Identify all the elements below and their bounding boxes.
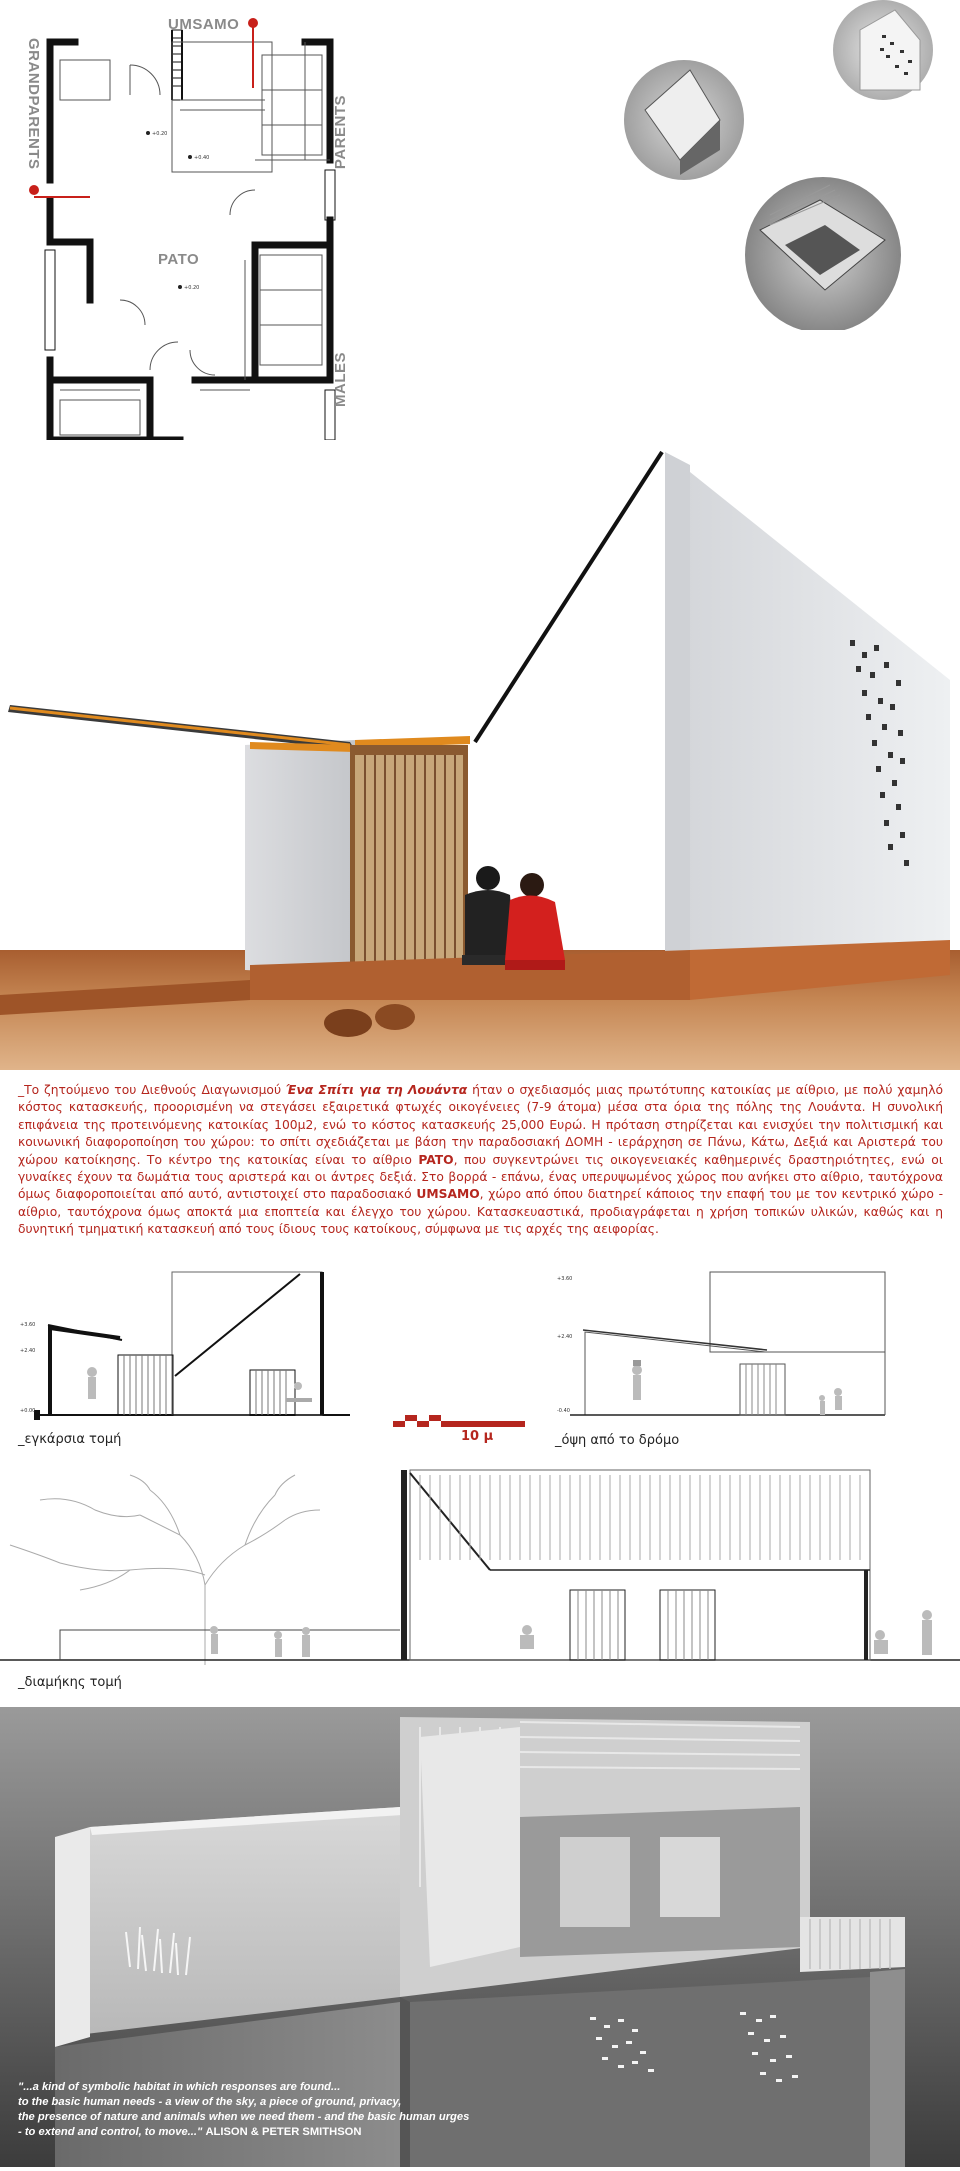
room-label-parents: PARENTS bbox=[332, 95, 349, 170]
low-white-wall bbox=[245, 740, 355, 975]
quote-line-2: to the basic human needs - a view of the sky, a piece of ground, privacy, bbox=[18, 2096, 402, 2108]
street-view-caption: _όψη από το δρόμο bbox=[555, 1433, 680, 1448]
cross-section-level-b: +2.40 bbox=[20, 1348, 36, 1354]
street-view-svg bbox=[555, 1260, 955, 1430]
plan-level-b: +0.40 bbox=[194, 155, 210, 161]
description-part-4: , χώρο από όπου διατηρεί κάποιος την επαφή του με τον κεντρικό χώρο - αίθριο, ταυτόχρονα όμως αποκτά μια εποπτεία και έλεγχο του χώρου. Κατασκευαστικά, προδιαγράφεται η χρήση τοπικών υλικών, καθώς και η δυνητική τμηματική κατασκευή από τους ίδιους τους κατοίκους, σύμφωνα με τις αρχές της αειφορίας. bbox=[18, 1187, 944, 1237]
street-view-drawing bbox=[555, 1260, 955, 1460]
section-people bbox=[210, 1610, 932, 1657]
street-view-level-a: +3.60 bbox=[557, 1276, 573, 1282]
street-view-level-b: +2.40 bbox=[557, 1334, 573, 1340]
cross-section-svg bbox=[0, 1260, 360, 1430]
cross-section-level-a: +3.60 bbox=[20, 1322, 36, 1328]
project-description bbox=[18, 1082, 943, 1239]
quote-author: ALISON & PETER SMITHSON bbox=[205, 2126, 362, 2138]
longitudinal-section-svg bbox=[0, 1465, 960, 1665]
smithson-quote bbox=[18, 2080, 578, 2140]
description-pato: PATO bbox=[418, 1152, 454, 1167]
room-label-pato: PATO bbox=[158, 251, 200, 268]
room-label-umsamo: UMSAMO bbox=[168, 16, 240, 33]
description-umsamo: UMSAMO bbox=[416, 1187, 480, 1202]
plan-level-c: +0.20 bbox=[184, 285, 200, 291]
quote-line-4: - to extend and control, to move..." bbox=[18, 2126, 203, 2138]
scale-bar-label: 10 μ bbox=[461, 1429, 494, 1444]
longitudinal-section-caption: _διαμήκης τομή bbox=[18, 1675, 122, 1690]
model-photo-circles bbox=[620, 0, 960, 330]
cross-section-level-c: +0.00 bbox=[20, 1408, 36, 1414]
description-part-3: , που συγκεντρώνει τις οικογενειακές καθημερινές δραστηριότητες, ενώ οι γυναίκες έχουν τα δωμάτια τους αριστερά και οι άντρες δεξιά. Στο βορρά - επάνω, ένας υπερυψωμένος χώρος που ανήκει στο αίθριο, ταυτόχρονα όμως διαφοροποιείται από αυτό, αντιστοιχεί στο παραδοσιακό bbox=[18, 1152, 943, 1202]
quote-line-1: "...a kind of symbolic habitat in which responses are found... bbox=[18, 2081, 341, 2093]
floor-plan bbox=[0, 0, 400, 500]
room-label-grandparents: GRANDPARENTS bbox=[25, 38, 42, 170]
competition-title: Ένα Σπίτι για τη Λουάντα bbox=[285, 1083, 468, 1097]
rock-2 bbox=[375, 1004, 415, 1030]
cross-section-caption: _εγκάρσια τομή bbox=[18, 1432, 122, 1447]
room-label-males: MALES bbox=[332, 352, 349, 407]
main-rendering bbox=[0, 440, 960, 1070]
scale-bar bbox=[393, 1413, 533, 1463]
tree-sketch bbox=[10, 1475, 320, 1665]
quote-line-3: the presence of nature and animals when we need them - and the basic human urges bbox=[18, 2111, 470, 2123]
model-photos bbox=[620, 0, 960, 330]
street-view-level-c: -0.40 bbox=[557, 1408, 570, 1414]
rock-1 bbox=[324, 1009, 372, 1037]
rendering-scene bbox=[0, 440, 960, 1070]
cross-section-drawing bbox=[0, 1260, 360, 1460]
model-photograph bbox=[0, 1707, 960, 2167]
plan-level-a: +0.20 bbox=[152, 131, 168, 137]
description-part-2: ήταν ο σχεδιασμός μιας πρωτότυπης κατοικίας με αίθριο, με πολύ χαμηλό κόστος κατασκευής, προορισμένη να στεγάσει εξαιρετικά φτωχές οικογένειες (7-9 άτομα) μέσα στα όρια της πόλης της Λουάντα. Η συνολική επιφάνεια της προτεινόμενης κατοικίας 100μ2, ενώ το κόστος κατασκευής 25,000 Ευρώ. Η πρόταση στηρίζεται και ενισχύει την πολιτισμική και κοινωνική διαφοροποίηση του χώρου: το σπίτι σχεδιάζεται με βάση την παραδοσιακή ΔΟΜΗ - ιεράρχηση σε Πάνω, Κάτω, Δεξιά και Αριστερά του χώρου κατοίκησης. Το κέντρο της κατοικίας είναι το αίθριο bbox=[18, 1083, 943, 1167]
longitudinal-section-drawing bbox=[0, 1465, 960, 1695]
description-part-1: _Το ζητούμενο του Διεθνούς Διαγωνισμού bbox=[18, 1083, 286, 1097]
